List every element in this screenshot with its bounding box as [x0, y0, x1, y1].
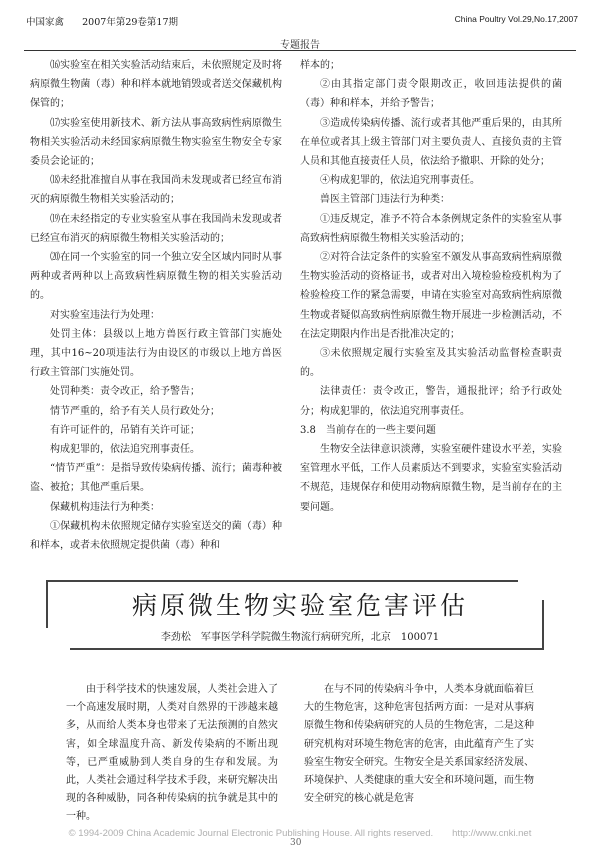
- article-author: 李劲松 军事医学科学院微生物流行病研究所，北京 100071: [160, 632, 440, 643]
- paragraph: ①保藏机构未依照规定储存实验室送交的菌（毒）种和样本，或者未依照规定提供菌（毒）种和: [30, 520, 282, 552]
- paragraph: 保藏机构违法行为种类：: [50, 501, 160, 513]
- left-column: [30, 56, 282, 555]
- paragraph: ⒃实验室在相关实验活动结束后，未依照规定及时将病原微生物菌（毒）种和样本就地销毁或者送交保藏机构保管的；: [30, 60, 282, 110]
- paragraph: ⒇在同一个实验室的同一个独立安全区域内同时从事两种或者两种以上高致病性病原微生物的相关实验活动的。: [30, 252, 282, 302]
- paragraph: ⒅未经批准擅自从事在我国尚未发现或者已经宣布消灭的病原微生物相关实验活动的；: [30, 175, 282, 206]
- paragraph: ④构成犯罪的，依法追究刑事责任。: [320, 175, 480, 187]
- paragraph: ③造成传染病传播、流行或者其他严重后果的，由其所在单位或者其上级主管部门对主要负责人、直接负责的主管人员和其他直接责任人员，依法给予撤职、开除的处分；: [300, 117, 562, 168]
- paragraph: 3.8 当前存在的一些主要问题: [300, 424, 436, 436]
- article-body-right: [304, 681, 534, 808]
- paragraph: 处罚种类：责令改正，给予警告；: [50, 386, 200, 398]
- paragraph: 兽医主管部门违法行为种类：: [320, 194, 450, 206]
- paragraph: ⒄实验室使用新技术、新方法从事高致病性病原微生物相关实验活动未经国家病原微生物实验室生物安全专家委员会论证的；: [30, 117, 282, 168]
- issue-cn: 2007年第29卷第17期: [82, 17, 178, 28]
- right-column: [300, 56, 562, 517]
- header-journal-issue: [26, 14, 178, 28]
- paragraph: ①违反规定，准予不符合本条例规定条件的实验室从事高致病性病原微生物相关实验活动的；: [300, 213, 562, 244]
- article-title: 病原微生物实验室危害评估: [131, 591, 468, 620]
- paragraph: 有许可证件的，吊销有关许可证；: [50, 424, 200, 436]
- article-paragraph: 在与不同的传染病斗争中，人类本身就面临着巨大的生物危害，这种危害包括两方面：一是对从事病原微生物和传染病研究的人员的生物危害，二是这种研究机构对环境生物危害的危害，由此蕴育产生了实验室生物安全研究。生物安全是关系国家经济发展、环境保护、人类健康的重大安全和环境问题，而生物安全研究的核心就是危害: [304, 684, 534, 805]
- paragraph: “情节严重”：是指导致传染病传播、流行；菌毒种被盗、被抢；其他严重后果。: [30, 463, 282, 494]
- journal-name-en: China Poultry Vol.29,No.17,2007: [454, 14, 578, 24]
- article-body-left: [66, 681, 278, 827]
- page-number: 30: [290, 838, 302, 848]
- copyright-footer: © 1994-2009 China Academic Journal Electronic Publishing House. All rights reserved. http://www.cnki.net: [68, 828, 532, 839]
- article-paragraph: 由于科学技术的快速发展，人类社会进入了一个高速发展时期，人类对自然界的干涉越来越多，从而给人类本身也带来了无法预测的自然灾害，如全球温度升高、新发传染病的不断出现等，已严重威胁到人类自身的生存和发展。为此，人类社会通过科学技术手段，来研究解决出现的各种威胁，同各种传染病的抗争就是其中的一种。: [66, 684, 278, 823]
- header-rule: [24, 50, 576, 51]
- section-label: 专题报告: [280, 40, 320, 51]
- paragraph: 情节严重的，给予有关人员行政处分；: [50, 405, 220, 417]
- paragraph: 法律责任：责令改正，警告，通报批评；给予行政处分；构成犯罪的，依法追究刑事责任。: [300, 386, 562, 417]
- paragraph: 对实验室违法行为处理：: [50, 309, 160, 321]
- paragraph: 生物安全法律意识淡薄，实验室硬件建设水平差，实验室管理水平低，工作人员素质达不到要求，实验室实验活动不规范，违规保存和使用动物病原微生物，是当前存在的主要问题。: [300, 444, 562, 513]
- paragraph: ③未依照规定履行实验室及其实验活动监督检查职责的。: [300, 348, 562, 379]
- journal-name-cn: 中国家禽: [26, 17, 65, 28]
- paragraph: 处罚主体：县级以上地方兽医行政主管部门实施处理，其中16~20项违法行为由设区的市级以上地方兽医行政主管部门实施处罚。: [30, 328, 282, 379]
- paragraph: ⒆在未经指定的专业实验室从事在我国尚未发现或者已经宣布消灭的病原微生物相关实验活动的；: [30, 213, 282, 244]
- paragraph: ②由其指定部门责令限期改正，收回违法提供的菌（毒）种和样本，并给予警告；: [300, 79, 562, 110]
- paragraph: ②对符合法定条件的实验室不颁发从事高致病性病原微生物实验活动的资格证书，或者对出入境检验检疫机构为了检验检疫工作的紧急需要，申请在实验室对高致病性病原微生物或者疑似高致病性病原微生物开展进一步检测活动，不在法定期限内作出是否批准决定的；: [300, 252, 562, 340]
- paragraph: 样本的；: [300, 60, 340, 71]
- paragraph: 构成犯罪的，依法追究刑事责任。: [50, 444, 200, 456]
